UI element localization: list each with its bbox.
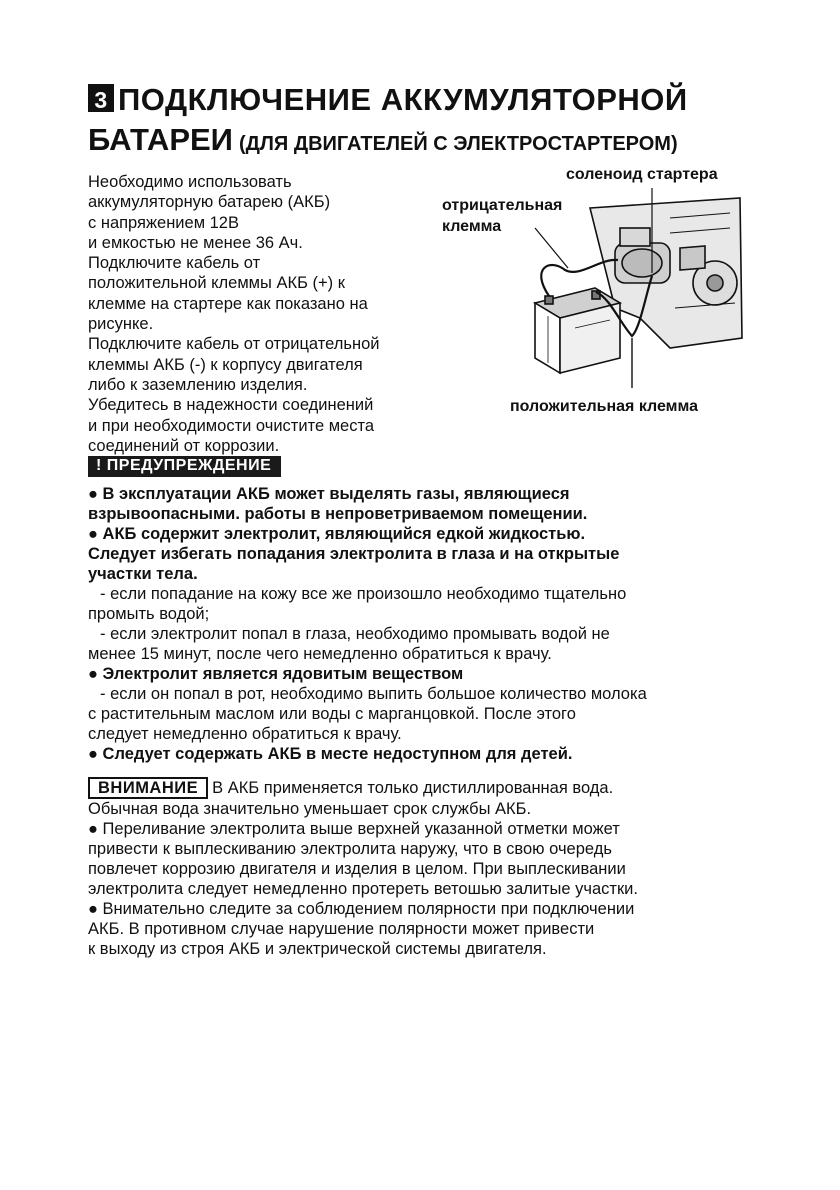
intro-line: Необходимо использовать bbox=[88, 173, 292, 191]
intro-line: клемме на стартере как показано на bbox=[88, 294, 368, 313]
warning-line: менее 15 минут, после чего немедленно обратиться к врачу. bbox=[88, 645, 552, 663]
attention-line-text: В АКБ применяется только дистиллированная вода. bbox=[212, 779, 614, 797]
label-negative-terminal-2: клемма bbox=[442, 218, 502, 235]
title-subtitle: (ДЛЯ ДВИГАТЕЛЕЙ С ЭЛЕКТРОСТАРТЕРОМ) bbox=[238, 133, 678, 155]
title-text-line2: БАТАРЕИ bbox=[88, 122, 233, 157]
warning-line: взрывоопасными. работы в непроветриваемом помещении. bbox=[88, 505, 588, 523]
intro-text bbox=[88, 172, 448, 456]
warning-line: - если он попал в рот, необходимо выпить большое количество молока bbox=[100, 685, 647, 703]
intro-line: положительной клеммы АКБ (+) к bbox=[88, 274, 345, 293]
attention-line bbox=[88, 777, 758, 799]
warning-line: Следует избегать попадания электролита в глаза и на открытые bbox=[88, 545, 620, 563]
attention-line: ● Переливание электролита выше верхней указанной отметки может bbox=[88, 820, 620, 838]
page-title-line2 bbox=[88, 122, 678, 158]
attention-line: Обычная вода значительно уменьшает срок службы АКБ. bbox=[88, 800, 532, 818]
attention-line: электролита следует немедленно протереть ветошью залитые участки. bbox=[88, 880, 638, 898]
warning-line: с растительным маслом или воды с марганцовкой. После этого bbox=[88, 705, 576, 723]
intro-line: клеммы АКБ (-) к корпусу двигателя bbox=[88, 355, 363, 374]
warning-header: ! ПРЕДУПРЕЖДЕНИЕ bbox=[88, 456, 281, 477]
warning-line: ● В эксплуатации АКБ может выделять газы, являющиеся bbox=[88, 485, 570, 503]
label-starter-solenoid: соленоид стартера bbox=[566, 166, 718, 183]
page-title-line1 bbox=[88, 82, 688, 118]
attention-header: ВНИМАНИЕ bbox=[88, 777, 208, 799]
warning-line: промыть водой; bbox=[88, 605, 210, 623]
label-positive-terminal: положительная клемма bbox=[510, 398, 699, 415]
warning-line: участки тела. bbox=[88, 565, 198, 583]
negative-leader-line bbox=[535, 228, 568, 268]
attention-line: привести к выплескиванию электролита наружу, что в свою очередь bbox=[88, 840, 612, 858]
attention-line: АКБ. В противном случае нарушение полярности может привести bbox=[88, 920, 595, 938]
title-text-line1: ПОДКЛЮЧЕНИЕ АККУМУЛЯТОРНОЙ bbox=[118, 82, 688, 117]
warning-line: следует немедленно обратиться к врачу. bbox=[88, 725, 402, 743]
intro-line: либо к заземлению изделия. bbox=[88, 375, 308, 394]
intro-line: и емкостью не менее 36 Ач. bbox=[88, 233, 303, 252]
intro-line: рисунке. bbox=[88, 315, 154, 334]
intro-line: соединений от коррозии. bbox=[88, 436, 280, 455]
label-negative-terminal-1: отрицательная bbox=[442, 197, 563, 214]
warning-line: - если попадание на кожу все же произошло необходимо тщательно bbox=[100, 585, 627, 603]
intro-line: аккумуляторную батарею (АКБ) bbox=[88, 193, 331, 212]
attention-line: к выходу из строя АКБ и электрической системы двигателя. bbox=[88, 940, 547, 958]
attention-line: повлечет коррозию двигателя и изделия в целом. При выплескивании bbox=[88, 860, 626, 878]
intro-line: с напряжением 12В bbox=[88, 213, 239, 232]
intro-line: Подключите кабель от отрицательной bbox=[88, 335, 380, 354]
intro-line: и при необходимости очистите места bbox=[88, 416, 375, 435]
intro-line: Подключите кабель от bbox=[88, 254, 261, 273]
warning-line: ● АКБ содержит электролит, являющийся едкой жидкостью. bbox=[88, 525, 586, 543]
battery-connection-diagram bbox=[520, 188, 745, 398]
section-number-badge: 3 bbox=[88, 84, 114, 112]
warning-text bbox=[88, 484, 758, 764]
attention-text bbox=[88, 777, 758, 959]
intro-line: Убедитесь в надежности соединений bbox=[88, 396, 374, 415]
warning-line: - если электролит попал в глаза, необходимо промывать водой не bbox=[100, 625, 610, 643]
attention-line: ● Внимательно следите за соблюдением полярности при подключении bbox=[88, 900, 635, 918]
warning-line: ● Электролит является ядовитым веществом bbox=[88, 665, 464, 683]
warning-line: ● Следует содержать АКБ в месте недоступном для детей. bbox=[88, 745, 573, 763]
